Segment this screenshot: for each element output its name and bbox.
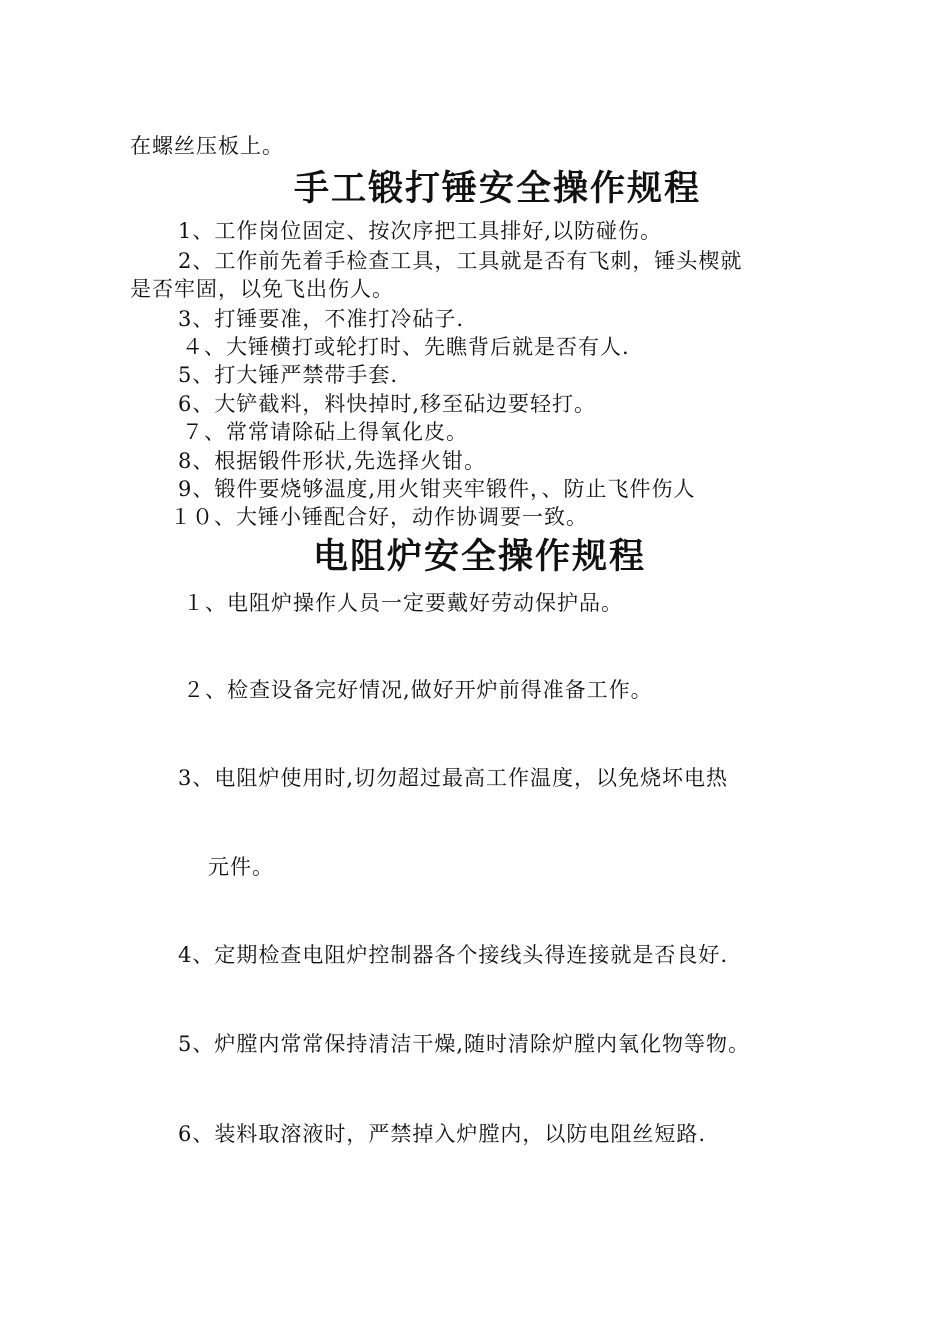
list-item: ２、检查设备完好情况,做好开炉前得准备工作。 bbox=[183, 678, 653, 702]
intro-line: 在螺丝压板上。 bbox=[130, 134, 284, 158]
list-item: 3、打锤要准，不准打冷砧子. bbox=[178, 307, 465, 331]
list-item: 元件。 bbox=[208, 855, 274, 879]
list-item: ４、大锤横打或轮打时、先瞧背后就是否有人. bbox=[182, 335, 630, 359]
list-item: ７、常常请除砧上得氧化皮。 bbox=[182, 420, 468, 444]
list-item: 5、炉膛内常常保持清洁干燥,随时清除炉膛内氧化物等物。 bbox=[178, 1032, 751, 1056]
list-item: １、电阻炉操作人员一定要戴好劳动保护品。 bbox=[183, 591, 623, 615]
list-item: 1、工作岗位固定、按次序把工具排好,以防碰伤。 bbox=[178, 219, 663, 243]
list-item: 8、根据锻件形状,先选择火钳。 bbox=[178, 449, 487, 473]
list-item: 是否牢固，以免飞出伤人。 bbox=[130, 277, 394, 301]
list-item: 4、定期检查电阻炉控制器各个接线头得连接就是否良好. bbox=[178, 943, 729, 967]
list-item: 6、装料取溶液时，严禁掉入炉膛内，以防电阻丝短路. bbox=[178, 1122, 707, 1146]
section-title: 电阻炉安全操作规程 bbox=[313, 536, 647, 577]
list-item: 6、大铲截料，料快掉时,移至砧边要轻打。 bbox=[178, 392, 597, 416]
list-item: 3、电阻炉使用时,切勿超过最高工作温度，以免烧坏电热 bbox=[178, 766, 729, 790]
list-item: １０、大锤小锤配合好，动作协调要一致。 bbox=[170, 505, 588, 529]
list-item: 9、锻件要烧够温度,用火钳夹牢锻件，、防止飞件伤人 bbox=[178, 477, 696, 501]
list-item: 5、打大锤严禁带手套. bbox=[178, 363, 399, 387]
section-title: 手工锻打锤安全操作规程 bbox=[294, 168, 702, 209]
list-item: 2、工作前先着手检查工具，工具就是否有飞刺，锤头楔就 bbox=[178, 249, 743, 273]
